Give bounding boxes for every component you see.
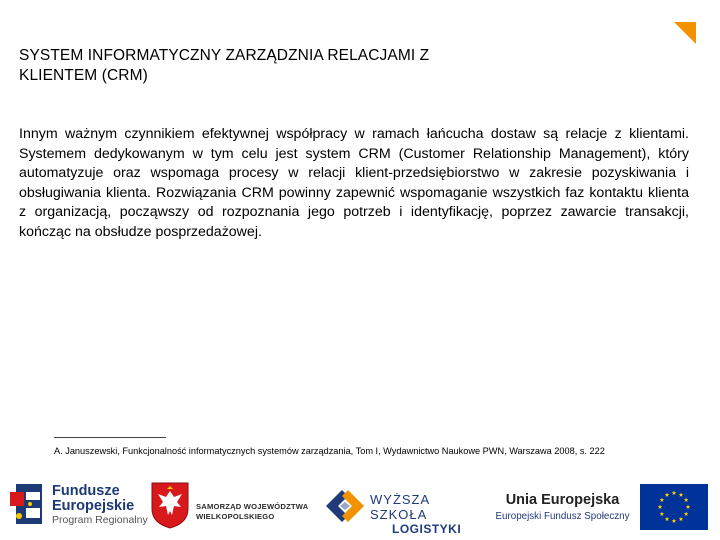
unia-europejska-label-block	[490, 478, 635, 536]
fundusze-europejskie-icon	[10, 482, 46, 528]
wsl-line-1: WYŻSZA SZKOŁA	[370, 492, 430, 522]
corner-accent	[674, 22, 696, 44]
samorzad-label	[196, 502, 320, 522]
wsl-line-2: LOGISTYKI	[392, 522, 462, 536]
ue-label	[490, 492, 635, 523]
eu-flag-logo	[640, 478, 710, 536]
wielkopolska-eagle-crest-icon	[150, 481, 190, 529]
wsl-logo	[326, 478, 486, 536]
eu-flag-icon	[640, 484, 708, 530]
slide-title-line-1: SYSTEM INFORMATYCZNY ZARZĄDZNIA RELACJAMI Z	[19, 47, 430, 64]
ue-line-2: Europejski Fundusz Społeczny	[495, 511, 630, 522]
fundusze-line-1: Fundusze	[52, 483, 120, 499]
samorzad-line-2: WIELKOPOLSKIEGO	[196, 512, 275, 521]
ue-line-1: Unia Europejska	[505, 492, 620, 508]
samorzad-line-1: SAMORZĄD WOJEWÓDZTWA	[196, 502, 309, 511]
samorzad-logo	[150, 478, 320, 536]
body-paragraph: Innym ważnym czynnikiem efektywnej współpracy w ramach łańcucha dostaw są relacje z klientami. Systemem dedykowanym w tym celu jest system CRM (Customer Relationship Management), który automatyzuje oraz wspomaga procesy w relacji klient-przedsiębiorstwo w zakresie pozyskiwania i obsługiwania klienta. Rozwiązania CRM powinny zapewnić wspomaganie wszystkich faz kontaktu klienta z organizacją, począwszy od rozpoznania jego potrzeb i identyfikację, poprzez zawarcie transakcji, kończąc na obsłudze posprzedażowej.	[19, 126, 689, 240]
slide-title	[19, 46, 539, 86]
wsl-logo-icon	[326, 488, 364, 528]
fundusze-label	[52, 484, 152, 527]
logo-bar	[0, 472, 720, 540]
fundusze-line-3: Program Regionalny	[52, 514, 148, 526]
fundusze-line-2: Europejskie	[52, 498, 135, 514]
wsl-label	[370, 492, 486, 536]
fundusze-europejskie-logo	[10, 478, 150, 536]
footnote-rule	[54, 437, 166, 438]
slide-title-line-2: KLIENTEM (CRM)	[19, 67, 148, 84]
footnote: A. Januszewski, Funkcjonalność informatycznych systemów zarządzania, Tom I, Wydawnictwo Naukowe PWN, Warszawa 2008, s. 222	[54, 446, 605, 456]
